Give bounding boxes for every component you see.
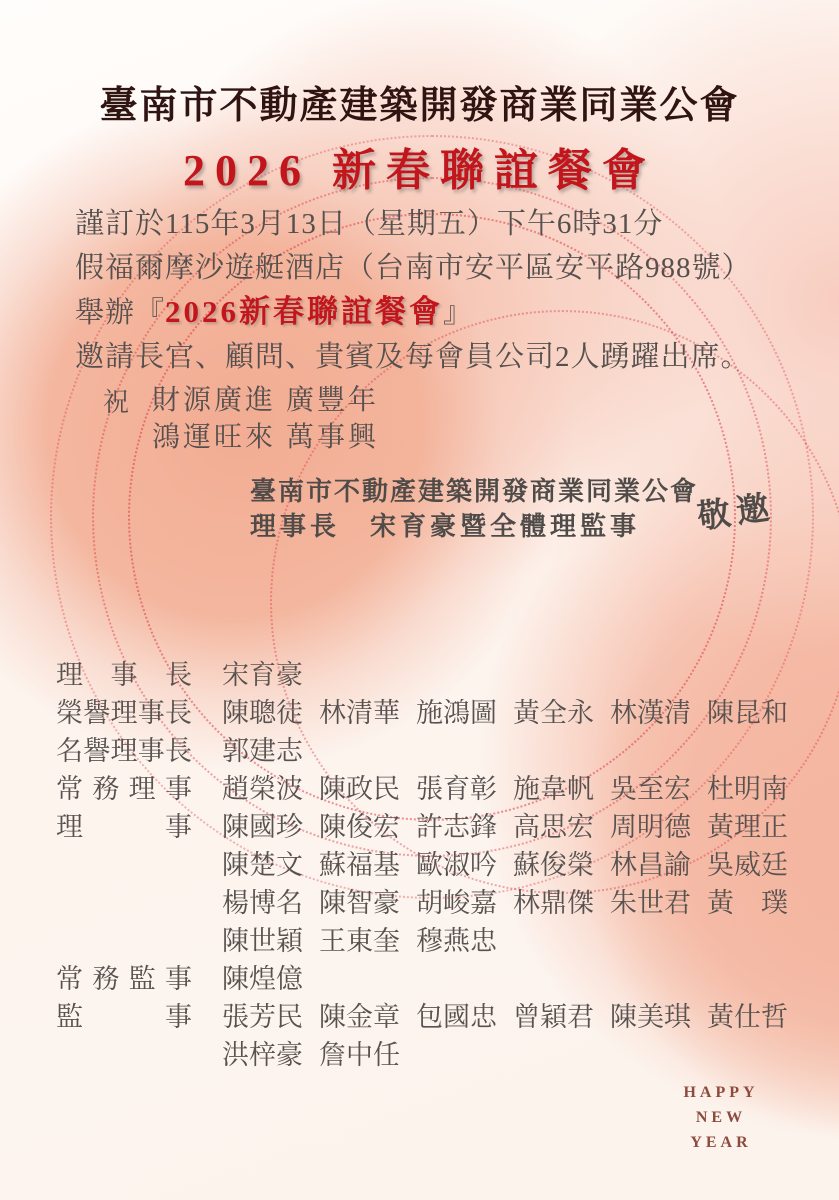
blessing-block (103, 382, 379, 456)
footer-line: NEW (695, 1109, 747, 1126)
roster-name: 陳世穎 (222, 926, 303, 956)
roster-name: 張育彰 (416, 774, 497, 804)
roster-name: 蘇福基 (319, 850, 400, 880)
roster-row (56, 998, 796, 1036)
footer-line: HAPPY (683, 1084, 759, 1101)
roster-name: 包國忠 (416, 1002, 497, 1032)
blessing-prefix: 祝 (103, 388, 133, 417)
roster-row (56, 732, 796, 770)
footer-line: YEAR (690, 1134, 752, 1151)
roster-name: 陳金章 (319, 1002, 400, 1032)
roster-name: 林昌諭 (610, 850, 691, 880)
signature-block (250, 474, 698, 544)
roster-row-names (222, 846, 788, 884)
roster-row-label (56, 922, 192, 960)
roster-name: 高思宏 (513, 812, 594, 842)
event-name-highlight: 2026新春聯誼餐會 (165, 294, 444, 329)
blessing-line: 財源廣進 廣豐年 (152, 385, 380, 416)
roster-name: 陳俊宏 (319, 812, 400, 842)
roster-row (56, 1036, 796, 1074)
roster-name: 朱世君 (610, 888, 691, 918)
roster-name: 曾穎君 (513, 1002, 594, 1032)
roster-row-names (222, 884, 788, 922)
roster-row-label: 榮譽理事長 (56, 698, 192, 728)
roster-row-label: 監事 (56, 1002, 192, 1032)
roster-row (56, 656, 796, 694)
roster-row-label (56, 1036, 192, 1074)
roster-name: 黃璞 (707, 888, 788, 918)
roster-name: 吳威廷 (707, 850, 788, 880)
footer-greeting (666, 1080, 776, 1155)
roster-name: 陳國珍 (222, 812, 303, 842)
roster-name: 胡峻嘉 (416, 888, 497, 918)
roster-name: 陳昆和 (707, 698, 788, 728)
roster-row-label: 常務理事 (56, 774, 192, 804)
signature-chairman-line: 理事長 宋育豪暨全體理監事 (250, 512, 641, 541)
roster-row (56, 922, 796, 960)
roster-row-names (222, 694, 788, 732)
roster-name: 陳煌億 (222, 964, 303, 994)
event-line-suffix: 』 (443, 297, 474, 329)
roster-row-label: 常務監事 (56, 964, 192, 994)
roster-name: 施鴻圖 (416, 698, 497, 728)
roster-row-label (56, 884, 192, 922)
event-line-prefix: 舉辦『 (75, 297, 166, 329)
roster-name: 穆燕忠 (416, 926, 497, 956)
roster-name: 楊博名 (222, 888, 303, 918)
roster-name: 張芳民 (222, 1002, 303, 1032)
invitation-line-guests: 邀請長官、顧問、貴賓及每會員公司2人踴躍出席。 (75, 341, 751, 373)
roster-row-names (222, 922, 497, 960)
roster-row (56, 846, 796, 884)
blessing-lines (152, 382, 379, 456)
signature-org: 臺南市不動產建築開發商業同業公會 (250, 477, 699, 506)
invitation-body (75, 202, 752, 379)
blessing-line: 鴻運旺來 萬事興 (152, 422, 380, 453)
invitation-line-venue: 假福爾摩沙遊艇酒店（台南市安平區安平路988號） (75, 252, 752, 284)
roster-row-names (222, 808, 788, 846)
roster-row-names (222, 1036, 400, 1074)
roster-name: 陳楚文 (222, 850, 303, 880)
invitation-line-event (75, 290, 752, 335)
roster-row-names (222, 960, 303, 998)
roster-name: 施韋帆 (513, 774, 594, 804)
roster-name: 林鼎傑 (513, 888, 594, 918)
roster-row-label: 理事 (56, 812, 192, 842)
roster-name: 黃全永 (513, 698, 594, 728)
organization-title: 臺南市不動產建築開發商業同業公會 (99, 85, 740, 127)
roster-name: 林清華 (319, 698, 400, 728)
roster-name: 宋育豪 (222, 660, 303, 690)
roster-name: 趙榮波 (222, 774, 303, 804)
roster-row (56, 808, 796, 846)
roster-row-names (222, 732, 303, 770)
invitation-line-datetime: 謹訂於115年3月13日（星期五）下午6時31分 (75, 208, 664, 240)
signature-closing: 敬邀 (695, 489, 778, 537)
roster-name: 洪梓豪 (222, 1040, 303, 1070)
roster-name: 許志鋒 (416, 812, 497, 842)
roster (56, 656, 796, 1074)
roster-row-names (222, 998, 788, 1036)
roster-name: 吳至宏 (610, 774, 691, 804)
roster-row-label: 名譽理事長 (56, 736, 192, 766)
roster-name: 周明德 (610, 812, 691, 842)
roster-name: 王東奎 (319, 926, 400, 956)
roster-name: 歐淑吟 (416, 850, 497, 880)
roster-name: 陳智豪 (319, 888, 400, 918)
roster-name: 蘇俊榮 (513, 850, 594, 880)
roster-name: 陳美琪 (610, 1002, 691, 1032)
roster-name: 郭建志 (222, 736, 303, 766)
roster-row (56, 884, 796, 922)
roster-name: 黃仕哲 (707, 1002, 788, 1032)
roster-row (56, 694, 796, 732)
roster-row (56, 960, 796, 998)
roster-row-names (222, 656, 303, 694)
event-title: 2026 新春聯誼餐會 (183, 146, 656, 195)
roster-row (56, 770, 796, 808)
roster-name: 林漢清 (610, 698, 691, 728)
roster-row-label: 理事長 (56, 660, 192, 690)
roster-name: 黃理正 (707, 812, 788, 842)
roster-name: 杜明南 (707, 774, 788, 804)
roster-name: 詹中任 (319, 1040, 400, 1070)
roster-name: 陳政民 (319, 774, 400, 804)
roster-name: 陳聰徒 (222, 698, 303, 728)
roster-row-label (56, 846, 192, 884)
roster-row-names (222, 770, 788, 808)
